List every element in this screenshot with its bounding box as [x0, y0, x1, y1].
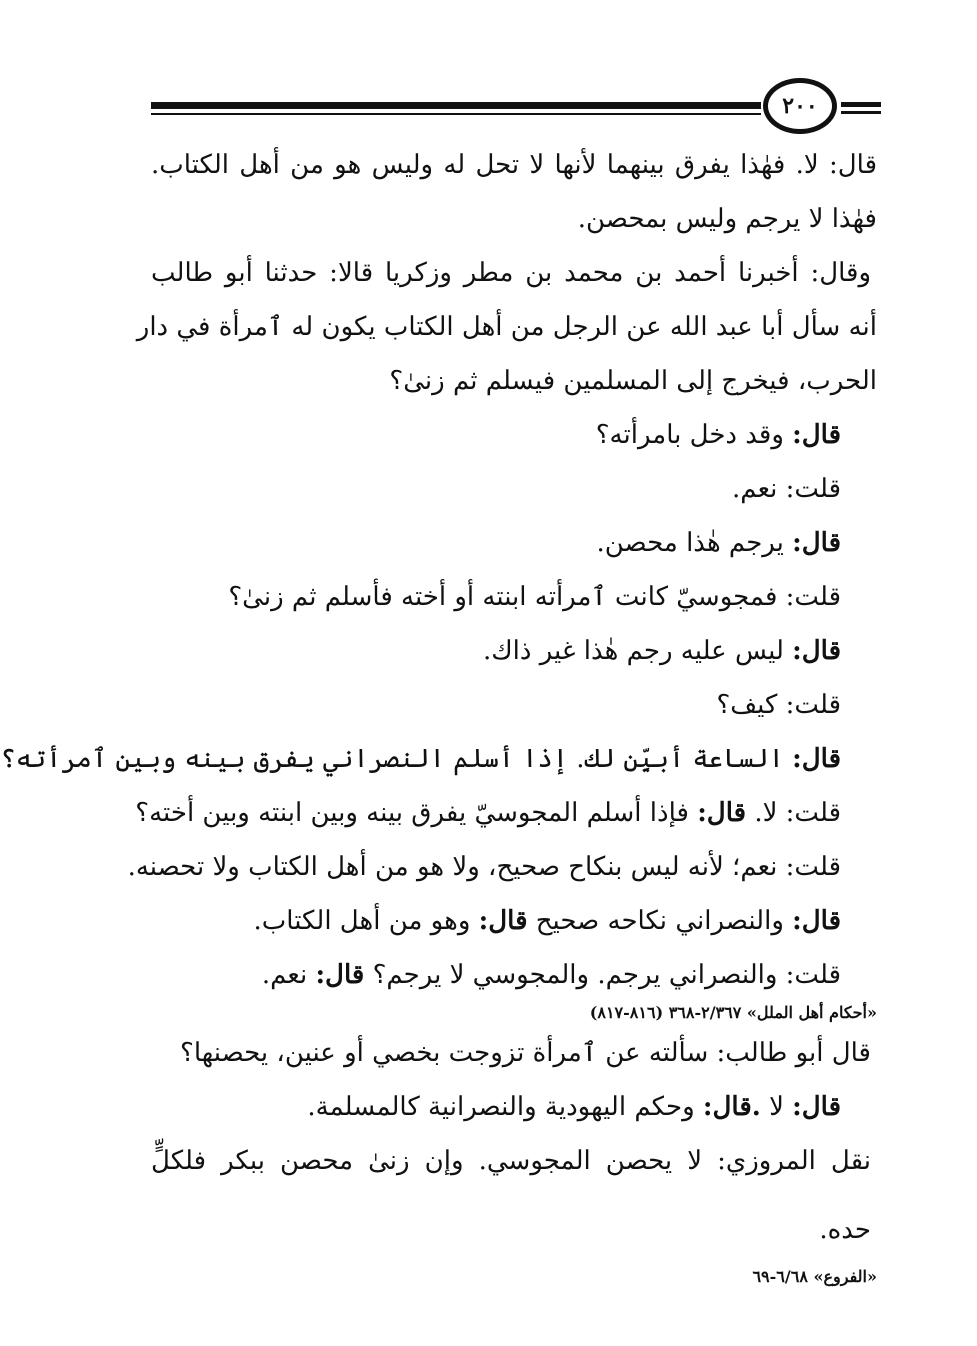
speaker-label: قلت:: [785, 798, 841, 828]
speaker-label: قال:: [792, 906, 841, 936]
source-reference: «الفروع» ٦/٦٨-٦٩: [752, 1267, 877, 1286]
text-line: وقال: أخبرنا أحمد بن محمد بن مطر وزكريا قالا: حدثنا أبو طالب: [151, 258, 871, 288]
text-line: الحرب، فيخرج إلى المسلمين فيسلم ثم زنىٰ؟: [389, 366, 877, 396]
dialogue-line: قلت: لا. قال: فإذا أسلم المجوسيّ يفرق بينه وبين ابنته وبين أخته؟: [135, 798, 841, 828]
speaker-label: قلت:: [785, 852, 841, 882]
speaker-label: قال:: [792, 636, 841, 666]
speaker-label: قلت:: [785, 474, 841, 504]
dialogue-line: قال: يرجم هٰذا محصن.: [596, 528, 841, 558]
header-rule-thin: [151, 113, 761, 115]
header-rule-right-thin: [841, 111, 881, 114]
dialogue-line: قلت: فمجوسيّ كانت ٱمرأته ابنته أو أخته فأسلم ثم زنىٰ؟: [228, 582, 841, 612]
dialogue-line: قال: ليس عليه رجم هٰذا غير ذاك.: [482, 636, 841, 666]
text-line: قال أبو طالب: سألته عن ٱمرأة تزوجت بخصي أو عنين، يحصنها؟: [180, 1038, 871, 1068]
text-line: أنه سأل أبا عبد الله عن الرجل من أهل الكتاب يكون له ٱمرأة في دار: [136, 312, 877, 342]
source-reference: «أحكام أهل الملل» ٢/٣٦٧-٣٦٨ (٨١٦-٨١٧): [589, 1003, 877, 1022]
dialogue-line: قال: وقد دخل بامرأته؟: [595, 420, 841, 450]
text-line: قال: لا. فهٰذا يفرق بينهما لأنها لا تحل له وليس هو من أهل الكتاب.: [151, 150, 877, 180]
speaker-label: قلت:: [785, 960, 841, 990]
text-line: فهٰذا لا يرجم وليس بمحصن.: [577, 204, 877, 234]
speaker-label: قال:: [478, 906, 528, 936]
dialogue-line: قلت: والنصراني يرجم. والمجوسي لا يرجم؟ قال: نعم.: [261, 960, 841, 990]
speaker-label: قال:: [792, 528, 841, 558]
speaker-label: قال:: [792, 1092, 841, 1122]
speaker-label: قلت:: [785, 582, 841, 612]
speaker-label: قال:: [315, 960, 365, 990]
dialogue-line: قلت: نعم؛ لأنه ليس بنكاح صحيح، ولا هو من أهل الكتاب ولا تحصنه.: [127, 852, 841, 882]
page-body: [0, 150, 877, 1302]
speaker-label: .قال:: [702, 1092, 761, 1122]
speaker-label: قال:: [792, 744, 841, 774]
header-rule-right: [841, 102, 881, 107]
page-number: ٢٠٠: [763, 78, 837, 134]
text-line: نقل المروزي: لا يحصن المجوسي. وإن زنىٰ محصن ببكر فلكلٍّ: [151, 1146, 871, 1176]
dialogue-line: قلت: كيف؟: [716, 690, 841, 720]
dialogue-line: قال: الساعة أبيِّن لك. إذا أسلم النصراني يفرق بينه وبين ٱمرأته؟: [0, 744, 841, 774]
dialogue-line: قال: لا .قال: وحكم اليهودية والنصرانية كالمسلمة.: [307, 1092, 841, 1122]
text-line: حده.: [819, 1215, 871, 1245]
speaker-label: قال:: [697, 798, 747, 828]
speaker-label: قال:: [792, 420, 841, 450]
page-header: [151, 80, 881, 140]
dialogue-line: قلت: نعم.: [732, 474, 841, 504]
speaker-label: قلت:: [785, 690, 841, 720]
dialogue-line: قال: والنصراني نكاحه صحيح قال: وهو من أهل الكتاب.: [253, 906, 841, 936]
header-rule-thick: [151, 102, 761, 109]
